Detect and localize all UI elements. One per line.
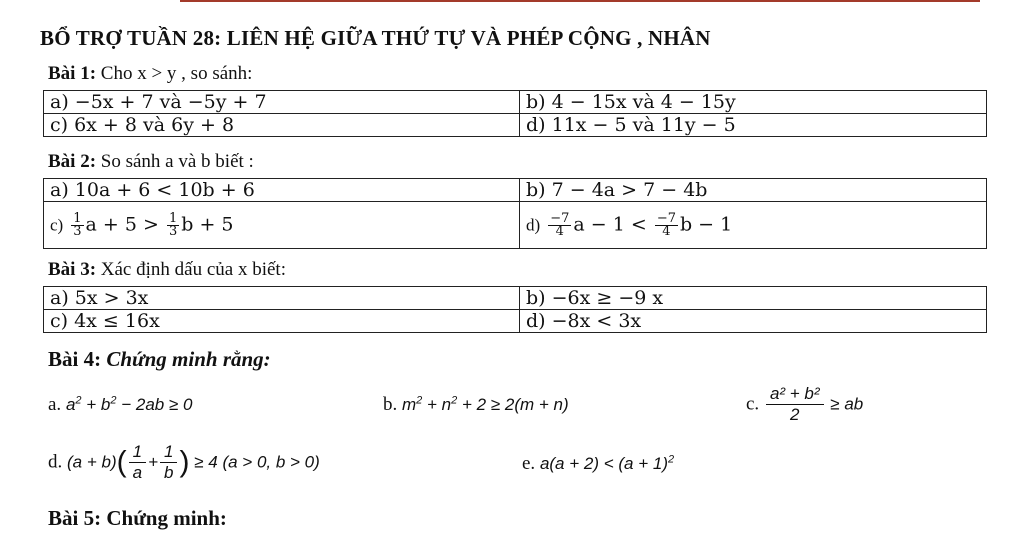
bai4-a: a. $a^2 + b^2 - 2ab \ge 0$	[48, 394, 193, 415]
bai3-d: d) −8x < 3x	[520, 310, 987, 333]
table-row	[44, 202, 987, 249]
bai4-c: c. $\frac{\text{a² + b²}}{2}$ ≥ ab	[746, 384, 864, 424]
bai4-d: d. (a + b)( $\frac{1}{a}$ + $\frac{1}{b}$ ) ≥ 4 (a > 0, b > 0)	[48, 442, 320, 482]
bai4-heading: Bài 4: Chứng minh rằng:	[48, 347, 271, 371]
table-row	[44, 114, 987, 137]
bai3-c: c) 4x ≤ 16x	[44, 310, 520, 333]
bai1-c: c) 6x + 8 và 6y + 8	[44, 114, 520, 137]
bai4-b: b. $m^2 + n^2 + 2 \ge 2(m + n)$	[383, 394, 569, 415]
bai2-b: b) 7 − 4a > 7 − 4b	[520, 179, 987, 202]
table-row	[44, 91, 987, 114]
bai3-b: b) −6x ≥ −9 x	[520, 287, 987, 310]
bai1-heading: Bài 1: Cho x > y , so sánh:	[48, 63, 253, 84]
bai2-table	[43, 178, 987, 249]
top-rule	[180, 0, 980, 2]
table-row	[44, 179, 987, 202]
bai4-e: e. $a(a + 2) < (a + 1)^2$	[522, 453, 675, 474]
bai1-a: a) −5x + 7 và −5y + 7	[44, 91, 520, 114]
bai2-d: d) $\frac{-7}{4}$ a − 1 < $\frac{-7}{4}$ b − 1	[520, 202, 987, 249]
bai2-c: c) $\frac{1}{3}$ a + 5 > $\frac{1}{3}$ b + 5	[44, 202, 520, 249]
bai2-heading: Bài 2: So sánh a và b biết :	[48, 151, 254, 172]
bai1-d: d) 11x − 5 và 11y − 5	[520, 114, 987, 137]
bai3-table	[43, 286, 987, 333]
page-title: BỔ TRỢ TUẦN 28: LIÊN HỆ GIỮA THỨ TỰ VÀ PHÉP CỘNG , NHÂN	[40, 26, 711, 50]
table-row	[44, 310, 987, 333]
bai3-heading: Bài 3: Xác định dấu của x biết:	[48, 259, 286, 280]
bai5-heading: Bài 5: Chứng minh:	[48, 506, 227, 530]
bai3-a: a) 5x > 3x	[44, 287, 520, 310]
table-row	[44, 287, 987, 310]
bai1-table	[43, 90, 987, 137]
bai2-a: a) 10a + 6 < 10b + 6	[44, 179, 520, 202]
bai1-b: b) 4 − 15x và 4 − 15y	[520, 91, 987, 114]
